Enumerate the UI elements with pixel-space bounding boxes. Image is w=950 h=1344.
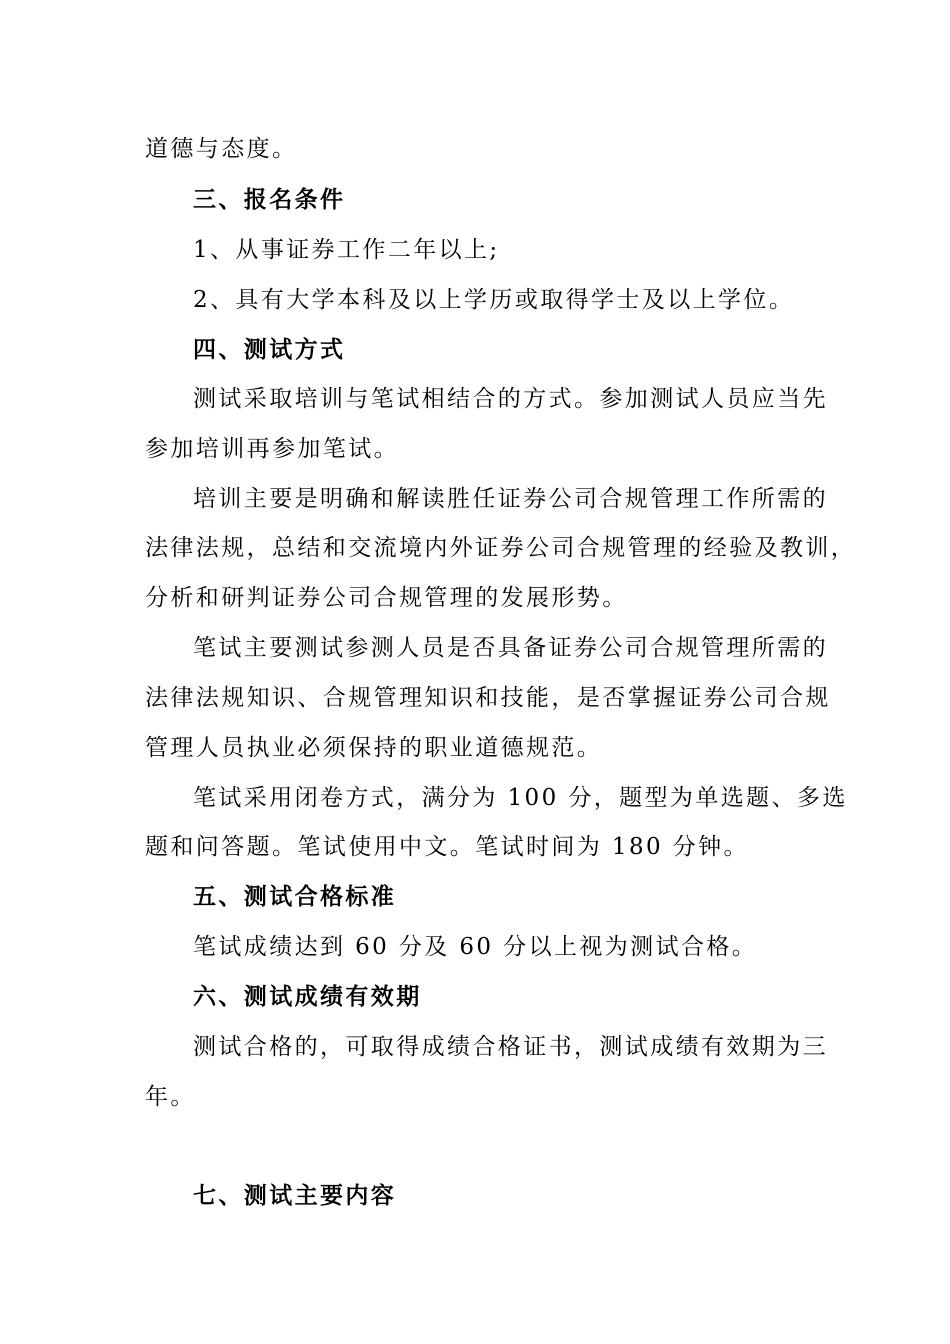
section-heading-test-method: 四、测试方式 bbox=[193, 336, 346, 363]
section-heading-content: 七、测试主要内容 bbox=[193, 1182, 397, 1209]
section-heading-registration: 三、报名条件 bbox=[193, 186, 346, 213]
paragraph-line: 分析和研判证券公司合规管理的发展形势。 bbox=[145, 585, 628, 611]
paragraph-line: 道德与态度。 bbox=[145, 136, 298, 162]
paragraph-line: 法律法规知识、合规管理知识和技能，是否掌握证券公司合规 bbox=[145, 685, 831, 711]
paragraph-line: 年。 bbox=[145, 1084, 196, 1110]
paragraph-line: 管理人员执业必须保持的职业道德规范。 bbox=[145, 735, 603, 761]
paragraph-line: 题和问答题。笔试使用中文。笔试时间为 180 分钟。 bbox=[145, 834, 749, 860]
paragraph-line: 笔试成绩达到 60 分及 60 分以上视为测试合格。 bbox=[193, 934, 758, 960]
paragraph-line: 笔试采用闭卷方式，满分为 100 分，题型为单选题、多选 bbox=[193, 785, 848, 811]
paragraph-line: 参加培训再参加笔试。 bbox=[145, 436, 399, 462]
paragraph-line: 培训主要是明确和解读胜任证券公司合规管理工作所需的 bbox=[193, 486, 828, 512]
list-item: 2、具有大学本科及以上学历或取得学士及以上学位。 bbox=[193, 287, 795, 313]
list-item: 1、从事证券工作二年以上; bbox=[193, 237, 500, 263]
paragraph-line: 测试采取培训与笔试相结合的方式。参加测试人员应当先 bbox=[193, 386, 828, 412]
paragraph-line: 法律法规，总结和交流境内外证券公司合规管理的经验及教训， bbox=[145, 535, 857, 561]
paragraph-line: 测试合格的，可取得成绩合格证书，测试成绩有效期为三 bbox=[193, 1034, 828, 1060]
section-heading-validity: 六、测试成绩有效期 bbox=[193, 983, 422, 1010]
paragraph-line: 笔试主要测试参测人员是否具备证券公司合规管理所需的 bbox=[193, 635, 828, 661]
section-heading-pass-standard: 五、测试合格标准 bbox=[193, 883, 397, 910]
